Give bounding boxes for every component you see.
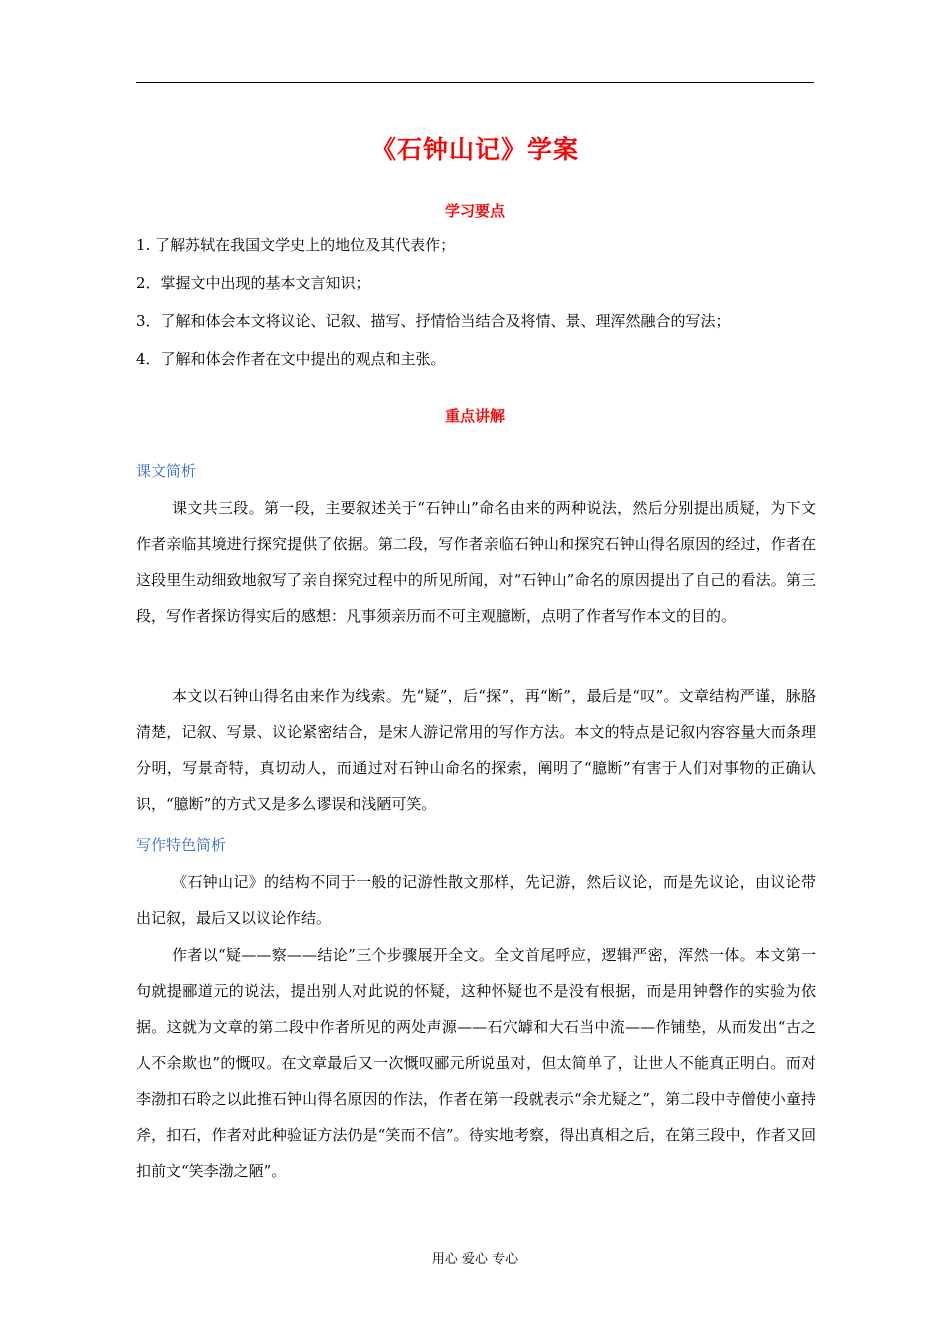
- text-analysis-paragraph: 本文以石钟山得名由来作为线索。先“疑”，后“探”，再“断”，最后是“叹”。文章结构严谨，脉胳清楚，记叙、写景、议论紧密结合，是宋人游记常用的写作方法。本文的特点是记叙内容容量大而条理分明，写景奇特，真切动人，而通过对石钟山命名的探索，阐明了“臆断”有害于人们对事物的正确认识，“臆断”的方式又是多么谬误和浅陋可笑。: [136, 687, 816, 813]
- study-point-item: 4．了解和体会作者在文中提出的观点和主张。: [136, 350, 446, 368]
- study-points-heading: 学习要点: [444, 202, 505, 220]
- text-analysis-paragraph: 课文共三段。第一段，主要叙述关于“石钟山”命名由来的两种说法，然后分别提出质疑，为下文作者亲临其境进行探究提供了依据。第二段，写作者亲临石钟山和探究石钟山得名原因的经过，作者在这段里生动细致地叙写了亲自探究过程中的所见所闻，对“石钟山”命名的原因提出了自己的看法。第三段，写作者探访得实后的感想：凡事须亲历而不可主观臆断，点明了作者写作本文的目的。: [136, 499, 816, 625]
- header-rule: [136, 82, 814, 83]
- study-point-item: 1. 了解苏轼在我国文学史上的地位及其代表作；: [136, 236, 456, 254]
- key-explanation-heading: 重点讲解: [444, 407, 505, 425]
- study-point-item: 3．了解和体会本文将议论、记叙、描写、抒情恰当结合及将情、景、理浑然融合的写法；: [136, 312, 731, 330]
- study-point-item: 2．掌握文中出现的基本文言知识；: [136, 274, 371, 292]
- document-title: 《石钟山记》学案: [370, 135, 579, 164]
- writing-features-paragraph: 作者以“疑——察——结论”三个步骤展开全文。全文首尾呼应，逻辑严密，浑然一体。本文第一句就提郦道元的说法，提出别人对此说的怀疑，这种怀疑也不是没有根据，而是用钟磬作的实验为依据。这就为文章的第二段中作者所见的两处声源——石穴罅和大石当中流——作铺垫，从而发出“古之人不余欺也”的慨叹。在文章最后又一次慨叹郦元所说虽对，但太简单了，让世人不能真正明白。而对李渤扣石聆之以此推石钟山得名原因的作法，作者在第一段就表示“余尤疑之”，第二段中寺僧使小童持斧，扣石，作者对此种验证方法仍是“笑而不信”。待实地考察，得出真相之后，在第三段中，作者又回扣前文“笑李渤之陋”。: [136, 946, 816, 1180]
- page-footer: 用心 爱心 专心: [431, 1252, 519, 1267]
- text-analysis-heading: 课文简析: [136, 462, 197, 480]
- writing-features-heading: 写作特色简析: [136, 836, 227, 854]
- writing-features-paragraph: 《石钟山记》的结构不同于一般的记游性散文那样，先记游，然后议论，而是先议论，由议论带出记叙，最后又以议论作结。: [136, 873, 816, 927]
